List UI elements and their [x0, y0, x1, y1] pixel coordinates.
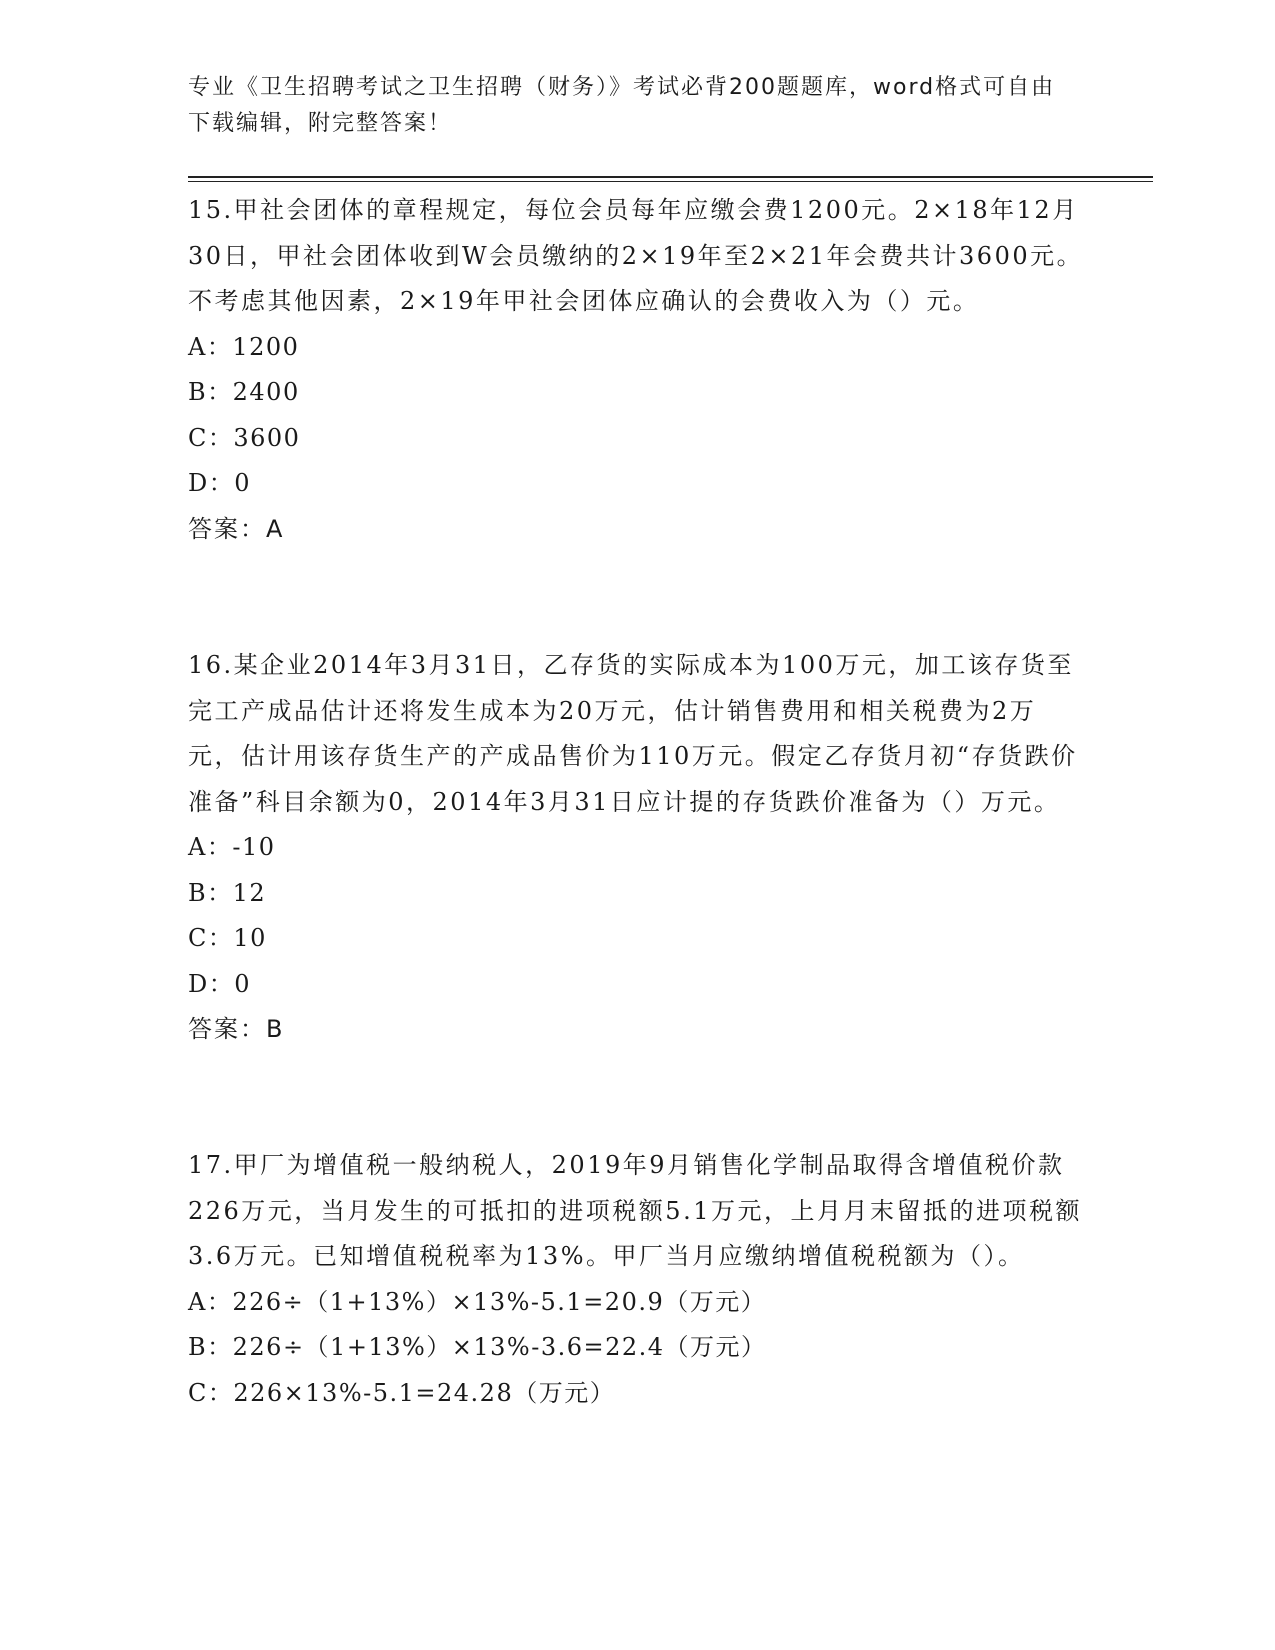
question-15	[188, 188, 1088, 552]
header-divider-thick	[188, 176, 1153, 178]
option-c: C：10	[188, 924, 267, 952]
option-b: B：2400	[188, 378, 300, 406]
question-stem: 17.甲厂为增值税一般纳税人，2019年9月销售化学制品取得含增值税价款226万元，当月发生的可抵扣的进项税额5.1万元，上月月末留抵的进项税额3.6万元。已知增值税税率为13%。甲厂当月应缴纳增值税税额为（）。	[188, 1151, 1082, 1270]
option-d: D：0	[188, 469, 252, 497]
option-a: A：226÷（1+13%）×13%-5.1=20.9（万元）	[188, 1287, 767, 1316]
header-divider-thin	[188, 181, 1153, 182]
option-b: B：12	[188, 878, 267, 907]
question-stem: 16.某企业2014年3月31日，乙存货的实际成本为100万元，加工该存货至完工产成品估计还将发生成本为20万元，估计销售费用和相关税费为2万元，估计用该存货生产的产成品售价为110万元。假定乙存货月初“存货跌价准备”科目余额为0，2014年3月31日应计提的存货跌价准备为（）万元。	[188, 651, 1078, 816]
question-17	[188, 1143, 1088, 1416]
option-a: A：-10	[188, 833, 276, 861]
option-c: C：226×13%-5.1=24.28（万元）	[188, 1378, 616, 1407]
question-16	[188, 643, 1088, 1053]
option-a: A：1200	[188, 332, 300, 361]
answer-line: 答案：B	[188, 1015, 285, 1043]
question-stem: 15.甲社会团体的章程规定，每位会员每年应缴会费1200元。2×18年12月30日，甲社会团体收到W会员缴纳的2×19年至2×21年会费共计3600元。不考虑其他因素，2×19年甲社会团体应确认的会费收入为（）元。	[188, 196, 1084, 315]
document-header	[188, 70, 1148, 142]
answer-line: 答案：A	[188, 514, 285, 543]
header-description: 专业《卫生招聘考试之卫生招聘（财务）》考试必背200题题库，word格式可自由下载编辑，附完整答案！	[188, 75, 1056, 136]
option-d: D：0	[188, 969, 252, 998]
option-b: B：226÷（1+13%）×13%-3.6=22.4（万元）	[188, 1333, 767, 1361]
option-c: C：3600	[188, 423, 301, 452]
